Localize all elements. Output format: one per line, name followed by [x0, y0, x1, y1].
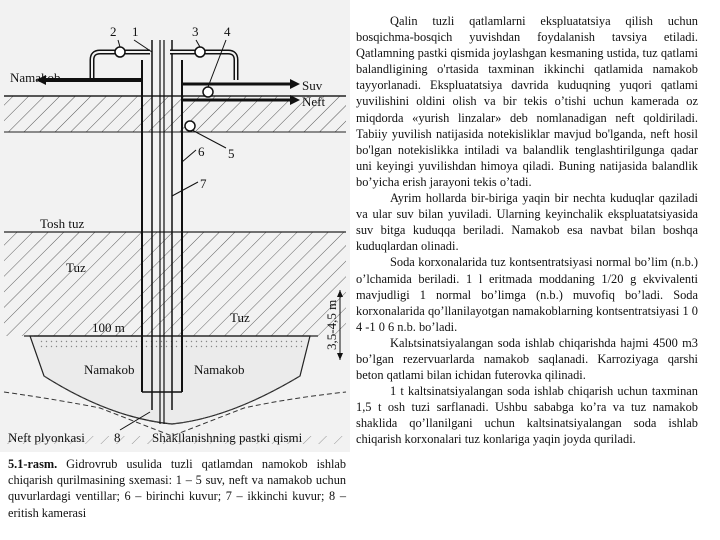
label-depth-range: 3,5-4,5 m — [324, 299, 339, 350]
callout-4: 4 — [224, 24, 231, 39]
label-neft-plyonkasi: Neft plyonkasi — [8, 430, 85, 445]
paragraph: Kalьtsinatsiyalangan soda ishlab chiqarishda hajmi 4500 m3 bo’lgan rezervuarlarda namakob saqlanadi. Karroziyaga qarshi beton qatlami bilan ichidan futerovka qilinadi. — [356, 335, 698, 383]
callout-8: 8 — [114, 430, 121, 445]
label-tuz-left: Tuz — [66, 260, 86, 275]
label-tuz-right: Tuz — [230, 310, 250, 325]
dissolution-chamber — [30, 336, 310, 424]
paragraph: Ayrim hollarda bir-biriga yaqin bir nechta kuduqlar qaziladi va ular suv bilan yuviladi. Ularning keyinchalik ekspluatatsiyasida suv bitga kuduqqa beriladi. Namakob esa navbat bilan boshqa kuduqlardan olinadi. — [356, 191, 698, 254]
callout-6: 6 — [198, 144, 205, 159]
callout-3: 3 — [192, 24, 199, 39]
caption-title: 5.1-rasm. — [8, 457, 58, 471]
well-schematic-drawing — [0, 0, 350, 452]
figure-caption — [8, 456, 346, 521]
label-namakob-left: Namakob — [84, 362, 135, 377]
rock-salt-layer — [4, 232, 346, 246]
paragraph: Qalin tuzli qatlamlarni ekspluatatsiya qilish uchun bosqichma-bosqich yuvishdan foydalanish tavsiya etiladi. Qatlamning pastki qismida joylashgan kesmaning ustida, tuz qatlami balandligining o'rtasida taxminan ikkinchi qatlamida namakob tayyorlanadi. Ekspluatatsiya davrida kuduqning yuqori qatlami yuvilishini oldini olish va bir tekis o’tishi uchun kamerada oz miqdorda «yurish linzalar» deb nomlanadigan neft qoldiriladi. Tabiiy yuvilish natijasida notekisliklar mavjud bo'lganda, neft hosil bo'lgan notekislikka intiladi va balandlik tenglashtirilgunga qadar uni keyingi yuvilishdan himoya qiladi. Buning natijasida balandlik bo’yicha erish jarayoni tekis o’tadi. — [356, 14, 698, 189]
label-neft: Neft — [302, 94, 326, 109]
salt-formation — [4, 246, 346, 336]
label-depth-100: 100 m — [92, 320, 125, 335]
callout-1: 1 — [132, 24, 139, 39]
callout-2: 2 — [110, 24, 117, 39]
label-tosh-tuz: Tosh tuz — [40, 216, 85, 231]
label-shakllanish: Shakllanishning pastki qismi — [152, 430, 303, 445]
callout-5: 5 — [228, 146, 235, 161]
paragraph: Soda korxonalarida tuz kontsentratsiyasi normal bo’lim (n.b.) o’lchamida beriladi. 1 l eritmada moddaning 1/20 g ekvivalenti mavjudligi 1 normal bo’limga (n.b.) muvofiq bo’ladi. Soda korxonalarida qo’llanilayotgan namakoblarning kontsentratsiyasi 1 0 4 -1 0 6 n.b. bo’ladi. — [356, 255, 698, 334]
body-text — [356, 13, 698, 448]
paragraph: 1 t kaltsinatsiyalangan soda ishlab chiqarish uchun taxminan 1,5 t osh tuzi sarflanadi. Ushbu sababga ko’ra va tuz namakob shaklida qo’llanilgani uchun kaltsinatsiyalangan soda ishlab chiqarish korxonalari tuz konlariga yaqin joyda quriladi. — [356, 384, 698, 447]
caption-text: Gidrovrub usulida tuzli qatlamdan namokob ishlab chiqarish qurilmasining sxemasi: 1 – 5 suv, neft va namakob uchun quvurlardagi ventillar; 6 – birinchi kuvur; 7 – ikkinchi kuvur; 8 – eritish kamerasi — [8, 457, 346, 520]
label-suv: Suv — [302, 78, 323, 93]
well-schematic-figure — [0, 0, 350, 452]
label-namakob-right: Namakob — [194, 362, 245, 377]
label-namakob-top: Namakob — [10, 70, 61, 85]
callout-7: 7 — [200, 176, 207, 191]
